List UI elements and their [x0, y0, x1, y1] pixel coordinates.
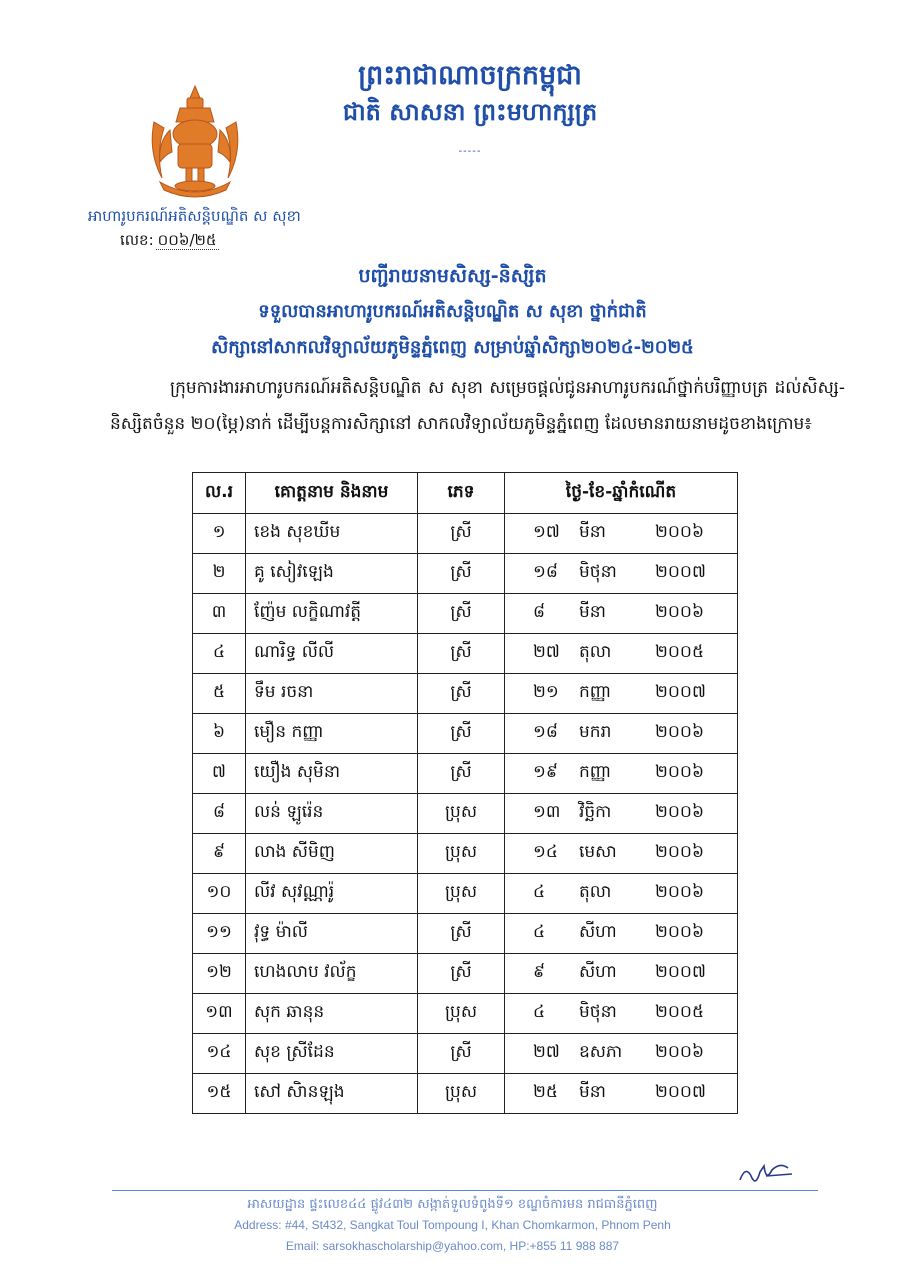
student-name: មឿន កញ្ញា: [246, 714, 418, 754]
student-dob: [505, 714, 738, 754]
student-name: សុខ ស្រីដែន: [246, 1034, 418, 1074]
dob-day: ១៨: [533, 562, 558, 582]
student-sex: ស្រី: [418, 1034, 505, 1074]
student-sex: ប្រុស: [418, 834, 505, 874]
organization-name: អាហារូបករណ៍អតិសន្តិបណ្ឌិត ស សុខា: [88, 207, 301, 225]
student-name: សៅ សិានឡុង: [246, 1074, 418, 1114]
student-dob: [505, 1034, 738, 1074]
student-table: [192, 472, 738, 1114]
row-number: ២: [193, 554, 246, 594]
reference-value: ០០៦/២៥: [157, 231, 217, 249]
footer-contact: Email: sarsokhascholarship@yahoo.com, HP:+855 11 988 887: [285, 1239, 620, 1253]
dob-day: ២៧: [533, 642, 560, 662]
student-dob: [505, 954, 738, 994]
dob-year: ២០០៦: [655, 602, 704, 622]
ornament-divider: -----: [458, 146, 482, 157]
reference-label: លេខ:: [120, 231, 154, 249]
dob-day: ៤: [533, 1002, 546, 1022]
dob-year: ២០០៥: [655, 642, 704, 662]
dob-year: ២០០៧: [655, 682, 706, 702]
row-number: ៧: [193, 754, 246, 794]
dob-month: មិថុនា: [579, 562, 617, 582]
royal-emblem-icon: [140, 82, 250, 200]
row-number: ៥: [193, 674, 246, 714]
table-row: [193, 754, 738, 794]
row-number: ១៥: [193, 1074, 246, 1114]
dob-year: ២០០៧: [655, 1082, 706, 1102]
student-name: ហេងលាប វល័ក្ខ: [246, 954, 418, 994]
student-dob: [505, 834, 738, 874]
student-name: លាង សីមិញ: [246, 834, 418, 874]
row-number: ១០: [193, 874, 246, 914]
row-number: ៦: [193, 714, 246, 754]
table-row: [193, 834, 738, 874]
dob-month: មេសា: [579, 842, 617, 862]
dob-day: ១៣: [533, 802, 561, 822]
student-name: វុទ្ធ ម៉ាលី: [246, 914, 418, 954]
row-number: ១១: [193, 914, 246, 954]
dob-year: ២០០៦: [655, 882, 704, 902]
student-sex: ស្រី: [418, 914, 505, 954]
dob-day: ៤: [533, 922, 546, 942]
table-row: [193, 994, 738, 1034]
dob-day: ១៨: [533, 722, 558, 742]
table-row: [193, 674, 738, 714]
table-row: [193, 954, 738, 994]
dob-year: ២០០៦: [655, 522, 704, 542]
table-row: [193, 714, 738, 754]
dob-year: ២០០៥: [655, 1002, 704, 1022]
document-subtitle: ទទួលបានអាហារូបករណ៍អតិសន្តិបណ្ឌិត ស សុខា ថ្នាក់ជាតិ: [258, 301, 647, 322]
intro-paragraph: [110, 370, 845, 442]
student-dob: [505, 674, 738, 714]
dob-year: ២០០៧: [655, 562, 706, 582]
document-title: បញ្ជីរាយនាមសិស្ស-និស្សិត: [358, 265, 547, 287]
student-dob: [505, 914, 738, 954]
table-row: [193, 1074, 738, 1114]
header-sex: ភេទ: [418, 473, 505, 514]
intro-text: ក្រុមការងារអាហារូបករណ៍អតិសន្តិបណ្ឌិត ស សុខា សម្រេចផ្តល់ជូនអាហារូបករណ៍ថ្នាក់បរិញ្ញាបត្រ ដល់សិស្ស-និស្សិតចំនួន ២០(ម្ភៃ)នាក់ ដើម្បីបន្តការសិក្សានៅ សាកលវិទ្យាល័យភូមិន្ទភ្នំពេញ ដែលមានរាយនាមដូចខាងក្រោម៖: [110, 378, 845, 434]
footer-address-en: Address: #44, St432, Sangkat Toul Tompoung I, Khan Chomkarmon, Phnom Penh: [234, 1218, 671, 1232]
dob-month: កញ្ញា: [579, 762, 612, 782]
dob-month: មីនា: [579, 602, 606, 622]
dob-month: សីហា: [579, 962, 617, 982]
student-dob: [505, 794, 738, 834]
dob-day: ២៥: [533, 1082, 558, 1102]
table-row: [193, 554, 738, 594]
student-sex: ស្រី: [418, 674, 505, 714]
dob-year: ២០០៦: [655, 762, 704, 782]
student-name: យឿង សុមិនា: [246, 754, 418, 794]
row-number: ៨: [193, 794, 246, 834]
document-subtitle-2: សិក្សានៅសាកលវិទ្យាល័យភូមិន្ទភ្នំពេញ សម្រាប់ឆ្នាំសិក្សា២០២៤-២០២៥: [211, 337, 694, 358]
row-number: ៤: [193, 634, 246, 674]
dob-month: តុលា: [579, 642, 612, 662]
student-dob: [505, 554, 738, 594]
dob-day: ៨: [533, 602, 546, 622]
student-sex: ស្រី: [418, 714, 505, 754]
student-name: ញ៉ែម លក្ខិណាវត្តី: [246, 594, 418, 634]
table-row: [193, 594, 738, 634]
student-dob: [505, 994, 738, 1034]
dob-year: ២០០៦: [655, 1042, 704, 1062]
dob-year: ២០០៧: [655, 962, 706, 982]
kingdom-heading: ព្រះរាជាណាចក្រកម្ពុជា: [358, 60, 582, 91]
header-no: ល.រ: [193, 473, 246, 514]
dob-month: មិថុនា: [579, 1002, 617, 1022]
table-row: [193, 874, 738, 914]
dob-day: ២៧: [533, 1042, 560, 1062]
header-dob: ថ្ងៃ-ខែ-ឆ្នាំកំណើត: [505, 473, 738, 514]
dob-year: ២០០៦: [655, 802, 704, 822]
student-name: គូ សៀវឡេង: [246, 554, 418, 594]
national-motto: ជាតិ សាសនា ព្រះមហាក្សត្រ: [342, 98, 598, 126]
footer-divider: [112, 1190, 818, 1191]
dob-day: ២១: [533, 682, 559, 702]
student-name: សុក ឆានុន: [246, 994, 418, 1034]
reference-number: [118, 230, 318, 250]
student-name: ទឹម រចនា: [246, 674, 418, 714]
table-row: [193, 514, 738, 554]
student-dob: [505, 594, 738, 634]
dob-day: ១៩: [533, 762, 558, 782]
table-row: [193, 634, 738, 674]
student-dob: [505, 874, 738, 914]
student-sex: ស្រី: [418, 754, 505, 794]
table-header-row: [193, 473, 738, 514]
student-sex: ស្រី: [418, 954, 505, 994]
student-sex: ប្រុស: [418, 874, 505, 914]
row-number: ១២: [193, 954, 246, 994]
dob-month: តុលា: [579, 882, 612, 902]
dob-month: មីនា: [579, 522, 606, 542]
table-row: [193, 1034, 738, 1074]
signature-mark: [736, 1158, 796, 1188]
dob-year: ២០០៦: [655, 722, 704, 742]
dob-day: ៩: [533, 962, 546, 982]
student-sex: ប្រុស: [418, 1074, 505, 1114]
student-name: ខេង សុខឃីម: [246, 514, 418, 554]
student-sex: ស្រី: [418, 634, 505, 674]
student-sex: ស្រី: [418, 554, 505, 594]
dob-month: ឧសភា: [579, 1042, 623, 1062]
student-name: ណារិទ្ធ លីលី: [246, 634, 418, 674]
dob-day: ១៧: [533, 522, 560, 542]
student-dob: [505, 1074, 738, 1114]
student-dob: [505, 754, 738, 794]
dob-month: វិច្ឆិកា: [579, 802, 612, 822]
row-number: ៣: [193, 594, 246, 634]
header-name: គោត្តនាម និងនាម: [246, 473, 418, 514]
student-name: លន់ ឡូរ៉េន: [246, 794, 418, 834]
dob-day: ១៤: [533, 842, 558, 862]
student-name: លីវ សុវណ្ណារ៉ូ: [246, 874, 418, 914]
row-number: ៩: [193, 834, 246, 874]
student-sex: ប្រុស: [418, 794, 505, 834]
student-dob: [505, 634, 738, 674]
student-sex: ស្រី: [418, 514, 505, 554]
dob-day: ៤: [533, 882, 546, 902]
row-number: ១៣: [193, 994, 246, 1034]
table-row: [193, 914, 738, 954]
row-number: ១៤: [193, 1034, 246, 1074]
dob-year: ២០០៦: [655, 842, 704, 862]
dob-month: សីហា: [579, 922, 617, 942]
dob-month: មករា: [579, 722, 612, 742]
row-number: ១: [193, 514, 246, 554]
table-row: [193, 794, 738, 834]
student-dob: [505, 514, 738, 554]
dob-month: មីនា: [579, 1082, 606, 1102]
dob-year: ២០០៦: [655, 922, 704, 942]
footer-address-kh: អាសយដ្ឋាន ផ្ទះលេខ៤៤ ផ្លូវ៤៣២ សង្កាត់ទួលទំពូងទី១ ខណ្ឌចំការមន រាជធានីភ្នំពេញ: [247, 1197, 658, 1212]
dob-month: កញ្ញា: [579, 682, 612, 702]
student-sex: ស្រី: [418, 594, 505, 634]
student-sex: ប្រុស: [418, 994, 505, 1034]
